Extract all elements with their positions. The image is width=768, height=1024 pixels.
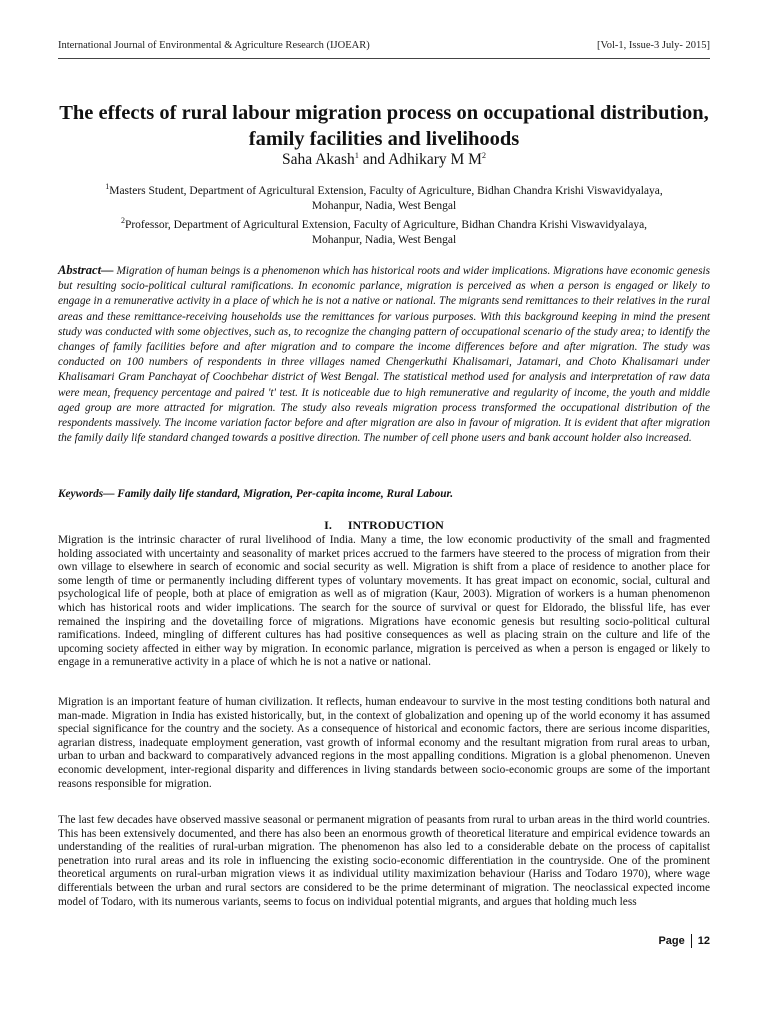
footer-divider	[691, 934, 692, 948]
paper-title: The effects of rural labour migration process on occupational distribution, family facilities and livelihoods	[59, 102, 709, 150]
author-conjunction: and	[358, 151, 389, 168]
abstract-text: Migration of human beings is a phenomenon which has historical roots and wider implications. Migrations have economic genesis but resulting socio-political cultural ramifications. In economic parlance, migration is perceived as when a person is engaged or likely to engage in a remunerative activity in a place of which he is not a native or national. The migrants send remittances to their relatives in the rural areas and these remittance-receiving households use the remittances for various purposes. With this background keeping in mind the present study was conducted with some objectives, such as, to recognize the changing pattern of occupational scenario of the study area; to identify the changes of family facilities before and after migration and to compare the income differences before and after migration. The study was conducted on 100 numbers of respondents in three villages named Chengerkuthi Khalisamari, Jatamari, and Choto Khalisamari under Khalisamari Gram Panchayat of Coochbehar district of West Bengal. The statistical method used for analysis and interpretation of raw data were mean, frequency percentage and paired 't' test. It is noticeable due to high remunerative and regularity of income, the youth and middle aged group are more attracted for migration. The study also reveals migration process transformed the occupational distribution of the respondents massively. The income variation factor before and after migration are also in favour of migration. It is evident that after migration the family daily life standard changed towards a positive direction. The number of cell phone users and bank account holder also increased.	[58, 265, 710, 445]
keywords: Keywords— Family daily life standard, Migration, Per-capita income, Rural Labour.	[58, 488, 454, 500]
journal-name: International Journal of Environmental & Agriculture Research (IJOEAR)	[58, 40, 370, 51]
affiliation-1	[40, 184, 728, 214]
body-paragraph-2: Migration is an important feature of human civilization. It reflects, human endeavour to survive in the most testing conditions both natural and man-made. Migration in India has existed historically, but, in the context of globalization and opening up of the world economy it has assumed special significance for the country and the society. As a consequence of historical and economic factors, there are serious income disparities, agrarian distress, inadequate employment generation, vast growth of informal economy and the resultant migration from rural areas to urban, urban to urban and backward to comparatively advanced regions in the most appalling conditions. Migration is a global phenomenon. Uneven economic development, inter-regional disparity and differences in living standards between socio-economic groups are some of the important reasons responsible for migration.	[58, 696, 710, 790]
author-1-sup: 1	[354, 150, 359, 160]
affiliation-2	[40, 218, 728, 248]
section-title: INTRODUCTION	[347, 518, 444, 532]
page-number: 12	[697, 935, 710, 947]
section-number: I.	[324, 518, 332, 532]
author-1: Saha Akash	[282, 151, 355, 168]
affiliation-2-line1: Professor, Department of Agricultural Extension, Faculty of Agriculture, Bidhan Chandra Krishi Viswavidyalaya,	[124, 219, 648, 231]
page-footer	[658, 934, 710, 948]
affiliation-2-sup: 2	[120, 216, 125, 226]
header-divider	[58, 58, 710, 59]
running-header	[58, 40, 710, 51]
author-2: Adhikary M M	[388, 151, 482, 168]
affiliation-1-line2: Mohanpur, Nadia, West Bengal	[311, 200, 457, 212]
affiliation-2-line2: Mohanpur, Nadia, West Bengal	[311, 234, 457, 246]
page-label: Page	[658, 935, 685, 947]
issue-info: [Vol-1, Issue-3 July- 2015]	[597, 40, 710, 51]
affiliation-1-line1: Masters Student, Department of Agricultural Extension, Faculty of Agriculture, Bidhan Chandra Krishi Viswavidyalaya,	[109, 185, 663, 197]
section-heading	[0, 518, 768, 533]
affiliation-1-sup: 1	[105, 182, 110, 192]
abstract-label: Abstract—	[58, 263, 114, 277]
body-paragraph-3: The last few decades have observed massive seasonal or permanent migration of peasants from rural to urban areas in the third world countries. This has been extensively documented, and there has also been an enormous growth of theoretical literature and empirical evidence towards an understanding of the realities of rural-urban migration. The phenomenon has also led to a considerable debate on the process of capitalist penetration into rural areas and its role in influencing the existing socio-economic differentiation in the countryside. One of the prominent theoretical arguments on rural-urban migration views it as individual utility maximization behaviour (Hariss and Todaro 1970), where wage differentials between the urban and rural sectors are considered to be the prime determinant of migration. The neoclassical expected income model of Todaro, with its numerous variants, seems to focus on individual potential migrants, and argues that holding much less	[58, 814, 710, 908]
abstract	[58, 263, 710, 446]
body-paragraph-1: Migration is the intrinsic character of rural livelihood of India. Many a time, the low economic productivity of the small and fragmented holding associated with uncertainty and seasonality of market prices accrued to the farmers have steered to the process of migration from their own village to elsewhere in search of economic and social security as well. Migration is shift from a place of residence to another place for some length of time or permanently including different types of voluntary movements. It has great impact on economic, social, cultural and psychological life of people, both at place of emigration as well as of migration (Kaur, 2003). Migration of workers is a human phenomenon which has historical roots and wider implications. The search for the source of survival or quest for Eldorado, the blissful life, has ever remained the inspiring and the dovetailing force of migrations. Migrations have economic genesis but resulting socio-political cultural ramifications. Indeed, mingling of different cultures has had positive consequences as well as placing strain on the culture and life of the upcoming society affected in either way by migration. In economic parlance, migration is perceived as when a person is engaged or likely to engage in a remunerative activity in a place of which he is not a native or national.	[58, 534, 710, 669]
author-line	[40, 151, 728, 169]
author-2-sup: 2	[481, 150, 486, 160]
